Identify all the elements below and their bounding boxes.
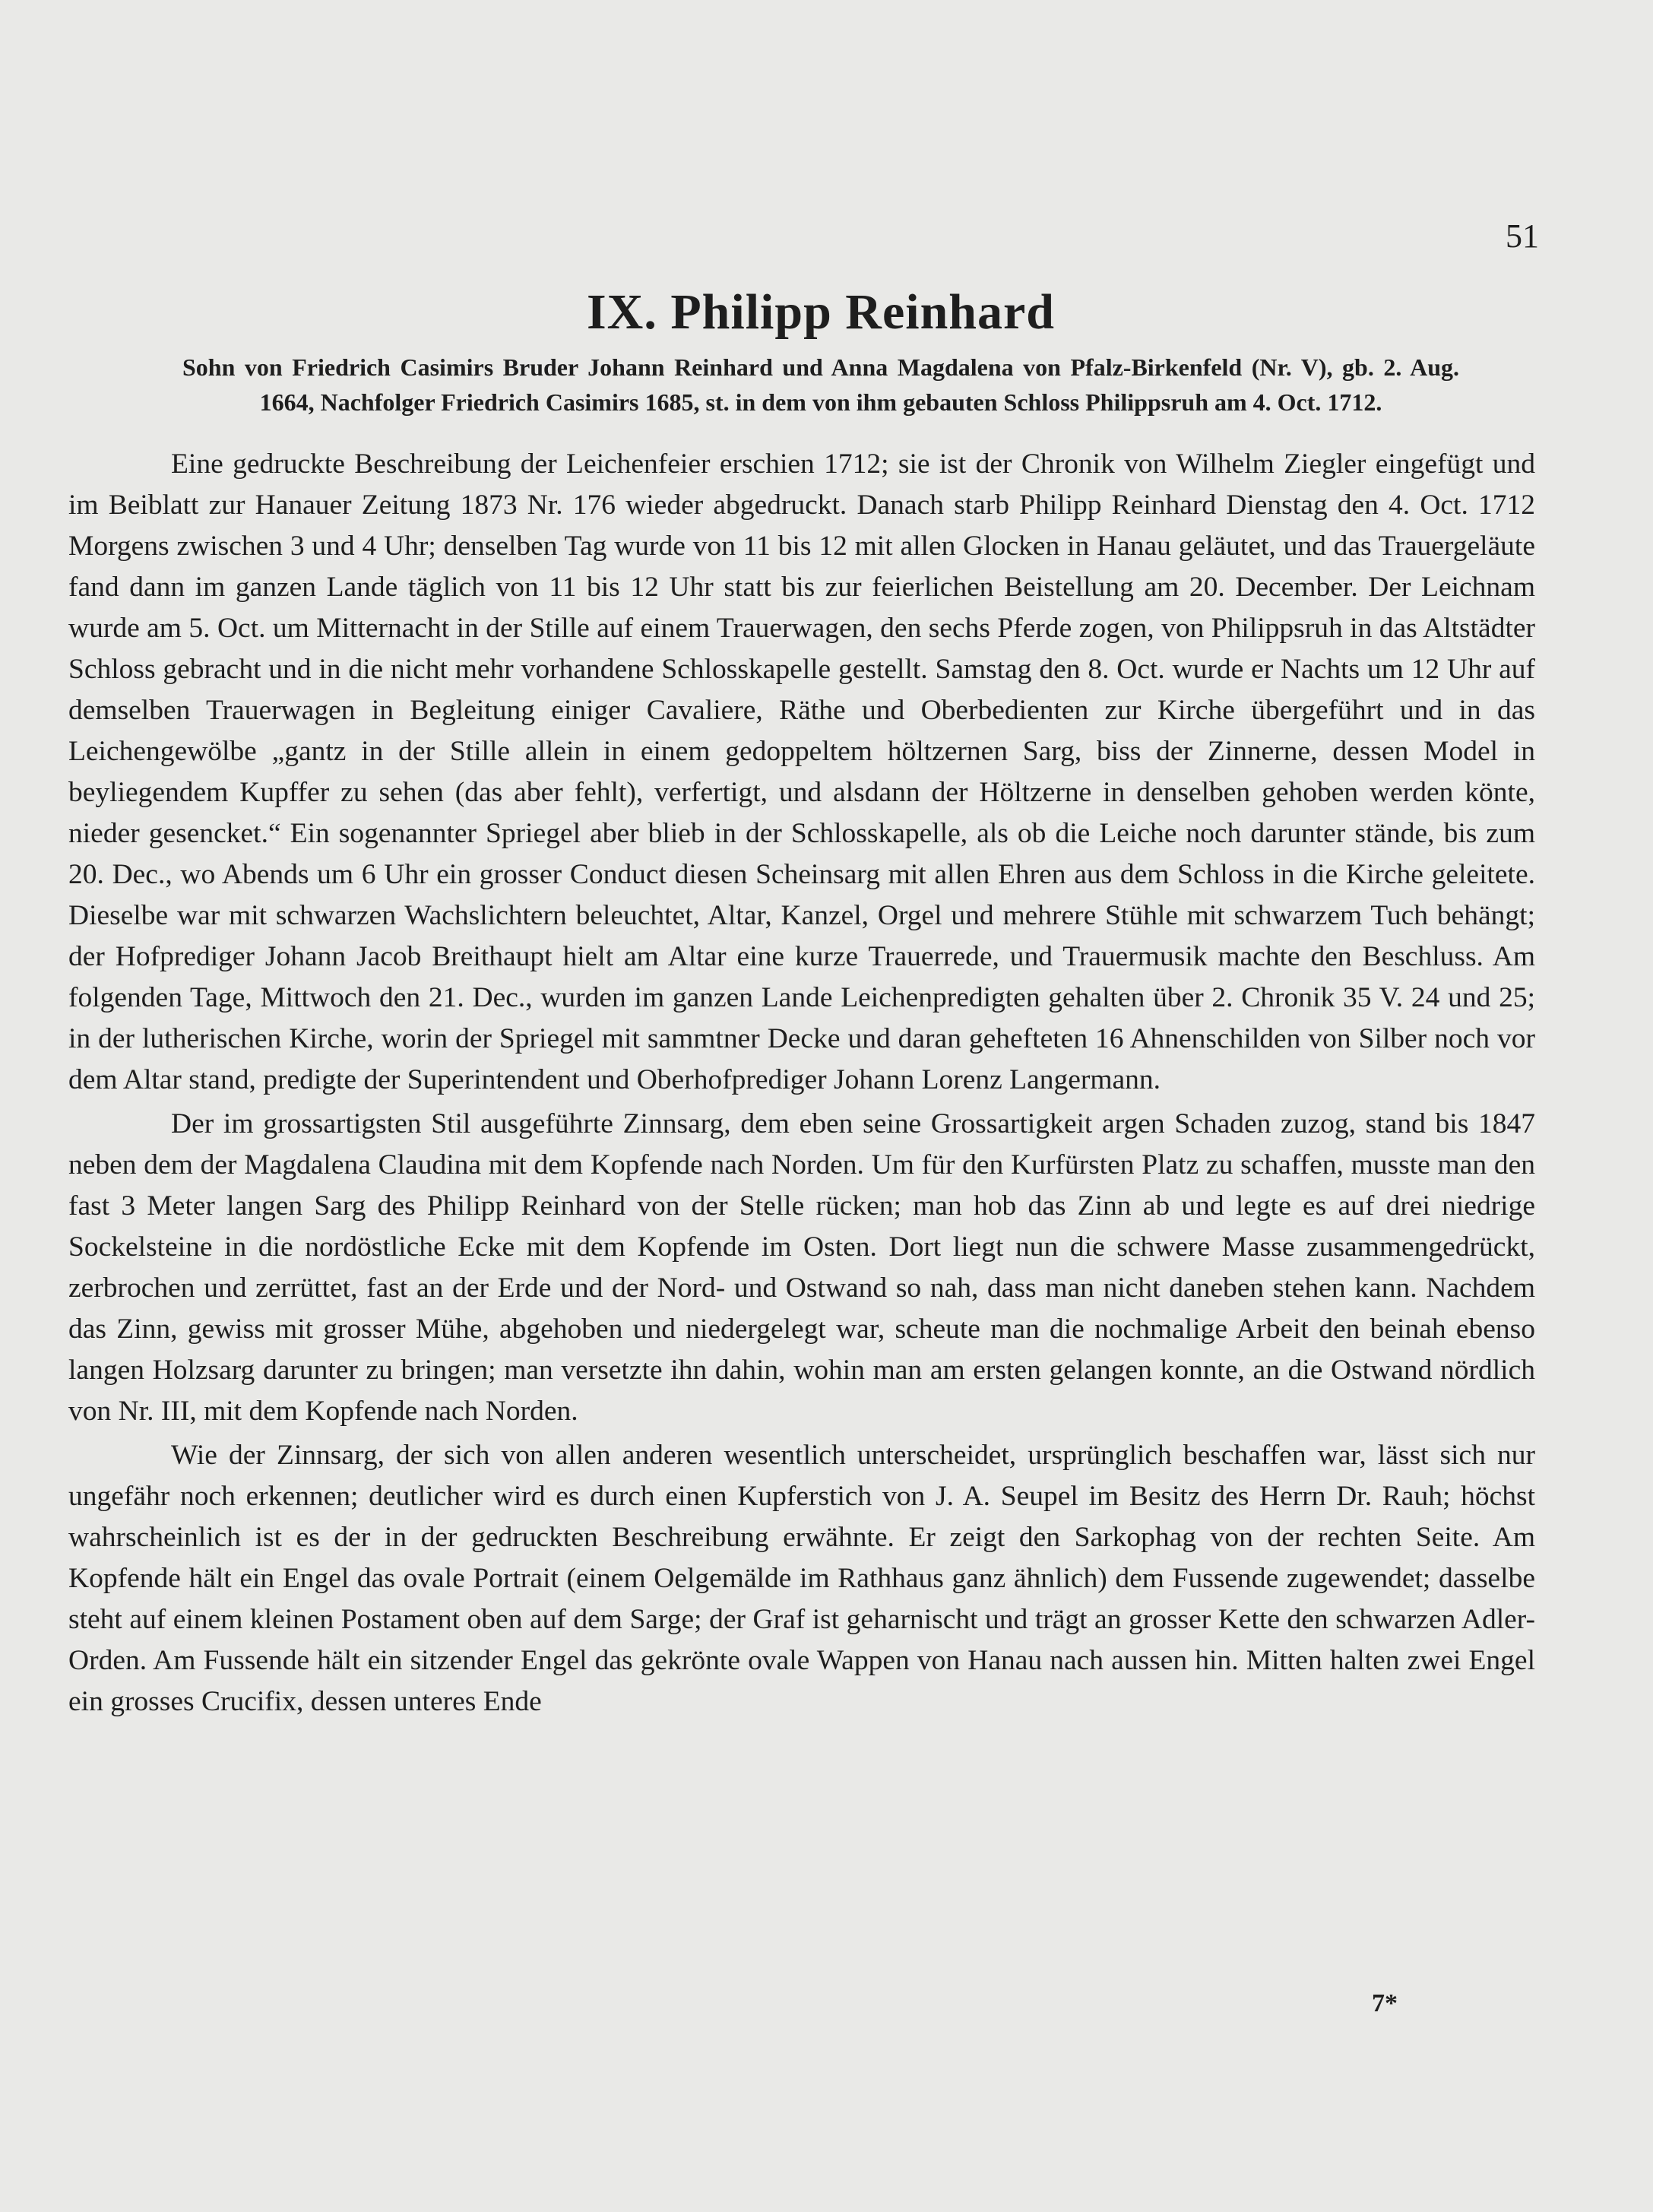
page-number: 51 — [1506, 217, 1539, 255]
paragraph: Eine gedruckte Beschreibung der Leichenfeier erschien 1712; sie ist der Chronik von Wilhelm Ziegler eingefügt und im Beiblatt zur Hanauer Zeitung 1873 Nr. 176 wieder abgedruckt. Danach starb Philipp Reinhard Dienstag den 4. Oct. 1712 Morgens zwischen 3 und 4 Uhr; denselben Tag wurde von 11 bis 12 mit allen Glocken in Hanau geläutet, und das Trauergeläute fand dann im ganzen Lande täglich von 11 bis 12 Uhr statt bis zur feierlichen Beistellung am 20. December. Der Leichnam wurde am 5. Oct. um Mitternacht in der Stille auf einem Trauerwagen, den sechs Pferde zogen, von Philippsruh in das Altstädter Schloss gebracht und in die nicht mehr vorhandene Schlosskapelle gestellt. Samstag den 8. Oct. wurde er Nachts um 12 Uhr auf demselben Trauerwagen in Begleitung einiger Cavaliere, Räthe und Oberbedienten zur Kirche übergeführt und in das Leichengewölbe „gantz in der Stille allein in einem gedoppeltem höltzernen Sarg, biss der Zinnerne, dessen Model in beyliegendem Kupffer zu sehen (das aber fehlt), verfertigt, und alsdann der Höltzerne in denselben gehoben werden könte, nieder gesencket.“ Ein sogenannter Spriegel aber blieb in der Schlosskapelle, als ob die Leiche noch darunter stände, bis zum 20. Dec., wo Abends um 6 Uhr ein grosser Conduct diesen Scheinsarg mit allen Ehren aus dem Schloss in die Kirche geleitete. Dieselbe war mit schwarzen Wachslichtern beleuchtet, Altar, Kanzel, Orgel und mehrere Stühle mit schwarzem Tuch behängt; der Hofprediger Johann Jacob Breithaupt hielt am Altar eine kurze Trauerrede, und Trauermusik machte den Beschluss. Am folgenden Tage, Mittwoch den 21. Dec., wurden im ganzen Lande Leichenpredigten gehalten über 2. Chronik 35 V. 24 und 25; in der lutherischen Kirche, worin der Spriegel mit sammtner Decke und daran gehefteten 16 Ahnenschilden von Silber noch vor dem Altar stand, predigte der Superintendent und Oberhofprediger Johann Lorenz Langermann. — [68, 448, 1535, 1095]
body-text — [68, 444, 1535, 1722]
paragraph: Der im grossartigsten Stil ausgeführte Zinnsarg, dem eben seine Grossartigkeit argen Schaden zuzog, stand bis 1847 neben dem der Magdalena Claudina mit dem Kopfende nach Norden. Um für den Kurfürsten Platz zu schaffen, musste man den fast 3 Meter langen Sarg des Philipp Reinhard von der Stelle rücken; man hob das Zinn ab und legte es auf drei niedrige Sockelsteine in die nordöstliche Ecke mit dem Kopfende im Osten. Dort liegt nun die schwere Masse zusammengedrückt, zerbrochen und zerrüttet, fast an der Erde und der Nord- und Ostwand so nah, dass man nicht daneben stehen kann. Nachdem das Zinn, gewiss mit grosser Mühe, abgehoben und niedergelegt war, scheute man die nochmalige Arbeit den beinah ebenso langen Holzsarg darunter zu bringen; man versetzte ihn dahin, wohin man am ersten gelangen konnte, an die Ostwand nördlich von Nr. III, mit dem Kopfende nach Norden. — [68, 1108, 1535, 1427]
paragraph: Wie der Zinnsarg, der sich von allen anderen wesentlich unterscheidet, ursprünglich beschaffen war, lässt sich nur ungefähr noch erkennen; deutlicher wird es durch einen Kupferstich von J. A. Seupel im Besitz des Herrn Dr. Rauh; höchst wahrscheinlich ist es der in der gedruckten Beschreibung erwähnte. Er zeigt den Sarkophag von der rechten Seite. Am Kopfende hält ein Engel das ovale Portrait (einem Oelgemälde im Rathhaus ganz ähnlich) dem Fussende zugewendet; dasselbe steht auf einem kleinen Postament oben auf dem Sarge; der Graf ist geharnischt und trägt an grosser Kette den schwarzen Adler-Orden. Am Fussende hält ein sitzender Engel das gekrönte ovale Wappen von Hanau nach aussen hin. Mitten halten zwei Engel ein grosses Crucifix, dessen unteres Ende — [68, 1440, 1535, 1717]
chapter-title: IX. Philipp Reinhard — [587, 284, 1055, 340]
chapter-subtitle: Sohn von Friedrich Casimirs Bruder Johann Reinhard und Anna Magdalena von Pfalz-Birkenfeld (Nr. V), gb. 2. Aug. 1664, Nachfolger Friedrich Casimirs 1685, st. in dem von ihm gebauten Schloss Philippsruh am 4. Oct. 1712. — [182, 353, 1459, 416]
signature-mark: 7* — [1372, 1989, 1398, 2017]
